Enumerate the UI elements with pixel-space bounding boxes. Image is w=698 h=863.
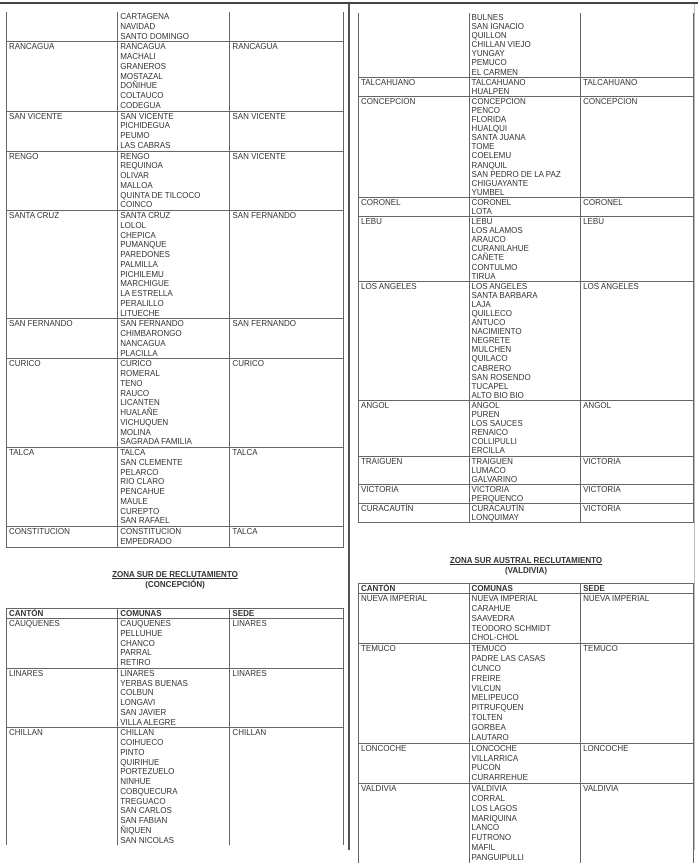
comuna-item: REQUINOA [120,161,163,171]
comuna-item: NINHUE [120,777,151,786]
comuna-item: SANTO DOMINGO [120,31,189,41]
sede-cell: VICTORIA [581,456,694,484]
sede-cell [230,12,344,42]
table-row [359,96,694,197]
comuna-item: RANQUIL [471,160,508,170]
comuna-item: PANGUIPULLI [471,852,524,862]
canton-cell: CURICO [7,359,118,448]
comuna-item: TALCA [120,448,146,457]
comuna-item: RIO CLARO [120,477,165,487]
page-right-edge [694,4,695,850]
table-row [7,211,344,319]
comuna-item: GRANEROS [120,61,166,71]
sede-cell: LEBU [581,217,694,282]
canton-cell: CHILLAN [7,728,118,846]
comuna-item: RETIRO [120,658,151,667]
comuna-item: COLLIPULLI [471,437,517,447]
comuna-item: PENCO [471,105,500,115]
comuna-item: PUREN [471,410,500,420]
comuna-item: CAÑETE [471,253,504,263]
comunas-cell [118,12,230,42]
comunas-cell [469,484,581,503]
canton-cell: TALCAHUANO [359,77,470,96]
comuna-item: CORONEL [471,197,512,207]
canton-cell: SANTA CRUZ [7,211,118,319]
comuna-item: VILLARRICA [471,753,519,763]
canton-cell: RENGO [7,151,118,211]
comuna-item: SAN PEDRO DE LA PAZ [471,169,561,179]
sede-cell: VICTORIA [581,503,694,522]
comuna-item: FLORIDA [471,115,507,125]
comuna-item: LEBU [471,217,493,227]
comuna-item: LAUTARO [471,732,509,742]
comuna-item: SANTA CRUZ [120,211,171,220]
comuna-item: SAN IGNACIO [471,22,524,32]
comuna-item: COIHUECO [120,738,164,747]
canton-cell: VICTORIA [359,484,470,503]
comuna-item: LA ESTRELLA [120,289,173,298]
table-row [7,619,344,669]
comuna-item: MAULE [120,496,148,506]
comuna-item: LONGAVI [120,698,156,707]
sede-cell: CONCEPCION [581,96,694,197]
comuna-item: LOS LAGOS [471,803,518,813]
comuna-item: MARCHIGUE [120,279,170,289]
column-header-comunas: COMUNAS [469,584,581,594]
comunas-cell [118,448,230,527]
comuna-item: LOS SAUCES [471,419,523,429]
canton-cell: ANGOL [359,400,470,456]
comuna-item: CURACAUTÍN [471,503,524,513]
canton-cell: LINARES [7,668,118,728]
comuna-item: CUNCO [471,663,501,673]
comuna-item: LITUECHE [120,308,160,318]
comuna-item: SAN VICENTE [120,111,174,121]
table-row [7,668,344,728]
comunas-cell [469,281,581,400]
sede-cell: NUEVA IMPERIAL [581,594,694,644]
comunas-cell [469,594,581,644]
comuna-item: CONSTITUCION [120,527,182,536]
comuna-item: FUTRONO [471,833,512,843]
comuna-item: SAN CARLOS [120,806,172,816]
comuna-item: TREGUACO [120,796,166,806]
comuna-item: RAUCO [120,388,150,398]
table-row [7,728,344,846]
sede-cell: CHILLAN [230,728,344,846]
comuna-item: ÑIQUEN [120,825,152,835]
canton-cell: LONCOCHE [359,743,470,783]
comunas-cell [118,42,230,111]
comunas-cell [118,668,230,728]
zona-sur-table [6,608,344,845]
comunas-cell [469,217,581,282]
comuna-item: CURANILAHUE [471,244,529,254]
comuna-item: NUEVA IMPERIAL [471,594,538,603]
comuna-item: ERCILLA [471,446,505,456]
zona-austral-subtitle: (VALDIVIA) [504,566,548,575]
table-row [359,456,694,484]
canton-cell: CORONEL [359,197,470,216]
comuna-item: CURARREHUE [471,773,528,783]
comuna-item: SAN FABIAN [120,816,168,825]
comunas-cell [118,359,230,448]
canton-cell: TEMUCO [359,644,470,743]
canton-cell: SAN VICENTE [7,111,118,151]
comuna-item: FREIRE [471,673,501,683]
canton-cell: TALCA [7,448,118,527]
comuna-item: NACIMIENTO [471,327,522,337]
table-header-row [7,609,344,619]
comunas-cell [118,527,230,548]
comuna-item: TOLTEN [471,713,503,723]
comuna-item: RANCAGUA [120,42,166,52]
comuna-item: LAS CABRAS [120,140,171,150]
comuna-item: DOÑIHUE [120,81,158,91]
comunas-cell [118,619,230,669]
sede-cell: TALCA [230,527,344,548]
comuna-item: PENCAHUE [120,487,165,496]
comuna-item: CURICO [120,359,152,369]
sede-cell: CURICO [230,359,344,448]
column-header-comunas: COMUNAS [118,609,230,619]
comuna-item: COLBUN [120,688,154,698]
canton-cell: CONCEPCION [359,96,470,197]
zona-austral-table [358,583,694,863]
comuna-item: CHIGUAYANTE [471,178,529,188]
comuna-item: ANTUCO [471,318,506,328]
canton-cell: TRAIGUEN [359,456,470,484]
comuna-item: PLACILLA [120,348,158,358]
table-row [7,42,344,111]
comuna-item: COELEMU [471,151,512,161]
column-divider [348,4,350,850]
comuna-item: TUCAPEL [471,381,509,391]
comuna-item: BULNES [471,13,504,22]
sede-cell: ANGOL [581,400,694,456]
table-row [359,197,694,216]
zona-austral-heading [358,556,694,576]
comuna-item: PORTEZUELO [120,767,175,777]
comuna-item: LINARES [120,668,155,678]
comuna-item: GORBEA [471,722,506,732]
table-row [359,503,694,522]
table-header-row [359,584,694,594]
comunas-cell [469,77,581,96]
comuna-item: CHANCO [120,638,155,648]
comuna-item: PAREDONES [120,250,170,259]
comuna-item: NAVIDAD [120,21,156,31]
comuna-item: CORRAL [471,793,505,803]
comuna-item: TRAIGUEN [471,456,513,466]
comuna-item: LAJA [471,299,491,309]
comuna-item: CHILLAN [120,728,154,738]
comuna-item: MELIPEUCO [471,693,519,703]
column-header-canton: CANTÓN [359,584,470,594]
comuna-item: OLIVAR [120,171,149,180]
comuna-item: CARTAGENA [120,12,170,21]
comuna-item: SAAVEDRA [471,613,515,623]
comuna-item: COINCO [120,200,153,210]
comuna-item: PARRAL [120,648,152,658]
table-row [7,359,344,448]
comunas-cell [469,456,581,484]
comuna-item: PUCON [471,763,501,773]
sede-cell: LINARES [230,619,344,669]
comuna-item: SAN FERNANDO [120,319,184,329]
zona-sur-subtitle: (CONCEPCIÓN) [145,580,205,589]
comuna-item: PELARCO [120,467,159,477]
comuna-item: YUNGAY [471,49,505,59]
table-row [7,12,344,42]
comuna-item: PUMANQUE [120,240,167,250]
comuna-item: TEODORO SCHMIDT [471,623,551,633]
comuna-item: LOLOL [120,220,146,230]
comuna-item: QUILLON [471,31,507,41]
table-row [359,400,694,456]
sede-cell: TALCAHUANO [581,77,694,96]
comuna-item: HUALQUI [471,124,508,134]
comuna-item: HUALAÑE [120,408,158,417]
comuna-item: LOS ANGELES [471,281,528,291]
comuna-item: LUMACO [471,465,506,475]
table-row [359,13,694,77]
comuna-item: EL CARMEN [471,67,518,77]
canton-cell: CURACAUTÍN [359,503,470,522]
comuna-item: CUREPTO [120,506,160,516]
comuna-item: VILCUN [471,683,501,693]
comuna-item: SAN CLEMENTE [120,457,183,467]
comuna-item: TALCAHUANO [471,77,526,87]
sede-cell: VALDIVIA [581,784,694,863]
column-header-sede: SEDE [581,584,694,594]
column-header-sede: SEDE [230,609,344,619]
comuna-item: ARAUCO [471,235,506,245]
comuna-item: CHIMBARONGO [120,329,182,338]
comuna-item: SAN NICOLAS [120,835,174,845]
comuna-item: CHEPICA [120,230,156,240]
table-row [7,527,344,548]
comuna-item: YERBAS BUENAS [120,678,188,688]
comuna-item: SAN RAFAEL [120,516,170,526]
comuna-item: PEMUCO [471,58,507,68]
table-row [359,594,694,644]
comunas-cell [118,151,230,211]
table-row [359,217,694,282]
comuna-item: LOTA [471,206,492,216]
comuna-item: CABRERO [471,363,512,373]
canton-cell: CONSTITUCION [7,527,118,548]
comuna-item: CODEGUA [120,100,161,110]
comunas-cell [469,13,581,77]
canton-cell: SAN FERNANDO [7,319,118,359]
comuna-item: LICANTEN [120,398,160,408]
comunas-cell [469,743,581,783]
comuna-item: HUALPEN [471,86,510,96]
table-row [359,644,694,743]
comuna-item: MULCHEN [471,345,512,355]
sede-cell: CORONEL [581,197,694,216]
comunas-cell [118,728,230,846]
comuna-item: SAN ROSENDO [471,372,531,382]
comuna-item: PERQUENCO [471,493,524,503]
canton-cell: RANCAGUA [7,42,118,111]
table-row [7,151,344,211]
comuna-item: QUILLECO [471,309,513,318]
zona-sur-continued-table [358,13,694,523]
sede-cell: SAN VICENTE [230,111,344,151]
sede-cell: TALCA [230,448,344,527]
comunas-cell [469,96,581,197]
comuna-item: COBQUECURA [120,786,178,796]
table-row [7,111,344,151]
comuna-item: ANGOL [471,400,500,410]
comuna-item: CHOL-CHOL [471,633,519,643]
comuna-item: SANTA JUANA [471,133,526,143]
table-row [359,784,694,863]
sede-cell: SAN FERNANDO [230,211,344,319]
comuna-item: LONQUIMAY [471,513,519,523]
comuna-item: VICHUQUEN [120,417,169,427]
comuna-item: PALMILLA [120,259,158,269]
canton-cell: VALDIVIA [359,784,470,863]
comuna-item: PADRE LAS CASAS [471,654,546,664]
left-continued-table [6,12,344,548]
comunas-cell [118,211,230,319]
comunas-cell [469,644,581,743]
canton-cell [7,12,118,42]
column-header-canton: CANTÓN [7,609,118,619]
comuna-item: ROMERAL [120,369,160,378]
comuna-item: LOS ALAMOS [471,226,523,236]
comuna-item: SAGRADA FAMILIA [120,437,192,447]
comuna-item: VILLA ALEGRE [120,717,176,727]
comuna-item: PERALILLO [120,298,164,308]
comunas-cell [118,319,230,359]
comuna-item: TOME [471,142,495,152]
table-row [359,743,694,783]
comunas-cell [469,197,581,216]
comuna-item: QUILACO [471,354,508,364]
sede-cell: SAN VICENTE [230,151,344,211]
sede-cell: LONCOCHE [581,743,694,783]
comuna-item: RENGO [120,151,150,161]
comunas-cell [469,400,581,456]
sede-cell: TEMUCO [581,644,694,743]
comuna-item: PEUMO [120,131,150,140]
zona-sur-title: ZONA SUR DE RECLUTAMIENTO [112,570,238,579]
comuna-item: NANCAGUA [120,338,166,348]
comuna-item: CAUQUENES [120,619,171,628]
comuna-item: PELLUHUE [120,628,163,638]
comuna-item: MAFIL [471,843,496,853]
comuna-item: LANCO [471,823,500,833]
canton-cell: CAUQUENES [7,619,118,669]
comuna-item: VICTORIA [471,484,510,494]
comuna-item: MOSTAZAL [120,71,163,81]
comuna-item: QUINTA DE TILCOCO [120,190,201,200]
comuna-item: MACHALI [120,52,156,61]
comuna-item: GALVARINO [471,474,518,484]
comunas-cell [469,784,581,863]
canton-cell: LOS ANGELES [359,281,470,400]
comuna-item: VALDIVIA [471,784,507,794]
zona-sur-heading [6,570,344,590]
comuna-item: CONTULMO [471,262,518,272]
comuna-item: LONCOCHE [471,743,517,753]
comuna-item: NEGRETE [471,336,511,346]
comuna-item: PICHIDEGUA [120,121,170,131]
sede-cell: SAN FERNANDO [230,319,344,359]
sede-cell: VICTORIA [581,484,694,503]
comuna-item: RENAICO [471,428,508,438]
sede-cell: RANCAGUA [230,42,344,111]
comuna-item: PINTO [120,747,145,757]
sede-cell: LOS ANGELES [581,281,694,400]
table-row [7,319,344,359]
comunas-cell [469,503,581,522]
canton-cell: NUEVA IMPERIAL [359,594,470,644]
comuna-item: PITRUFQUEN [471,703,524,713]
comuna-item: COLTAUCO [120,91,164,100]
comuna-item: CONCEPCION [471,96,526,106]
table-row [7,448,344,527]
comuna-item: MOLINA [120,427,151,437]
zona-austral-title: ZONA SUR AUSTRAL RECLUTAMIENTO [449,556,603,565]
comuna-item: TIRUA [471,271,496,281]
comuna-item: EMPEDRADO [120,536,172,546]
comuna-item: SANTA BARBARA [471,290,538,300]
comuna-item: PICHILEMU [120,269,164,279]
comuna-item: CARAHUE [471,603,511,613]
comuna-item: TENO [120,378,143,388]
comuna-item: MARIQUINA [471,813,517,823]
canton-cell: LEBU [359,217,470,282]
comuna-item: MALLOA [120,180,153,190]
table-row [359,484,694,503]
comuna-item: ALTO BIO BIO [471,390,524,400]
comuna-item: QUIRIHUE [120,757,160,767]
comuna-item: YUMBEL [471,187,505,197]
sede-cell [581,13,694,77]
comuna-item: CHILLAN VIEJO [471,40,531,50]
sede-cell: LINARES [230,668,344,728]
table-row [359,281,694,400]
comuna-item: SAN JAVIER [120,707,167,717]
comuna-item: TEMUCO [471,644,507,654]
canton-cell [359,13,470,77]
comunas-cell [118,111,230,151]
table-row [359,77,694,96]
